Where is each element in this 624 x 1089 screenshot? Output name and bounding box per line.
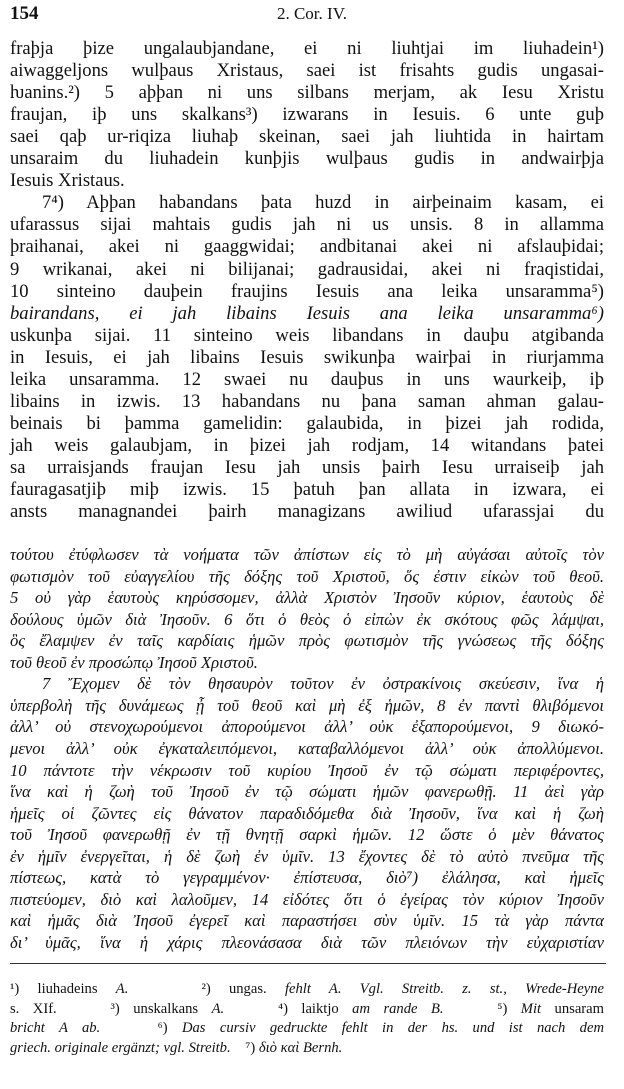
gothic-text-line: fraujan, iþ uns skalkans³) izwarans in Iesuis. 6 unte guþ bbox=[10, 104, 604, 126]
gothic-text-line: fraþja þize ungalaubjandane, ei ni liuhtjai im liuhadein¹) bbox=[10, 38, 604, 59]
footnote-segment: ⁴) laiktjo bbox=[224, 1000, 353, 1017]
gothic-text-line: bairandans, ei jah libains Iesuis ana leika unsaramma⁶) bbox=[10, 302, 604, 324]
footnote-separator bbox=[10, 963, 606, 964]
greek-text-line: δι’ ὑμᾶς, ἵνα ἡ χάρις πλεονάσασα διὰ τῶν πλειόνων τὴν εὐχαριστίαν bbox=[10, 932, 604, 952]
greek-text-line: ὑπερβολὴ τῆς δυνάμεως ᾖ τοῦ θεοῦ καὶ μὴ ἐξ ἡμῶν, 8 ἐν παντὶ θλιβόμενοι bbox=[10, 695, 604, 715]
footnote-line bbox=[10, 1019, 604, 1038]
gothic-text-line: unsaraim du liuhadein kunþjis wulþaus gudis in andwairþja bbox=[10, 148, 604, 170]
greek-text-line: καὶ ἡμᾶς διὰ Ἰησοῦ ἐγερεῖ καὶ παραστήσει σὺν ὑμῖν. 15 τὰ γὰρ πάντα bbox=[10, 911, 604, 931]
greek-text-line: πιστεύομεν, διὸ καὶ λαλοῦμεν, 14 εἰδότες ὅτι ὁ ἐγείρας τὸν κύριον Ἰησοῦν bbox=[10, 889, 604, 909]
footnote-segment: fehlt A. Vgl. Streitb. z. st., Wrede-Heyne bbox=[284, 981, 604, 997]
gothic-text-line: saei qaþ ur-riqiza liuhaþ skeinan, saei jah liuhtida in hairtam bbox=[10, 126, 604, 148]
footnote-segment: ¹) liuhadeins bbox=[10, 981, 116, 997]
footnote-segment: ²) ungas. bbox=[128, 981, 285, 997]
gothic-text-line: ansts managnandei þairh managizans awiliud ufarassjai du bbox=[10, 501, 604, 523]
footnote-segment: ⁵) bbox=[443, 1000, 521, 1017]
footnote-line bbox=[10, 1039, 604, 1058]
greek-text-line: φωτισμὸν τοῦ εὐαγγελίου τῆς δόξης τοῦ Χριστοῦ, ὅς ἐστιν εἰκὼν τοῦ θεοῦ. bbox=[10, 566, 604, 586]
gothic-text-line: 10 sinteino dauþein fraujins Iesuis ana leika unsaramma⁵) bbox=[10, 280, 604, 302]
gothic-text-line: uskunþa sijai. 11 sinteino weis libandans in dauþu atgibanda bbox=[10, 324, 604, 346]
footnote-segment: griech. originale ergänzt; vgl. Streitb. bbox=[10, 1039, 231, 1056]
page-number: 154 bbox=[10, 3, 39, 24]
footnote-segment: ⁷) bbox=[230, 1039, 259, 1056]
footnote-segment: am rande B. bbox=[352, 1000, 444, 1017]
greek-text-line: τοῦ Ἰησοῦ φανερωθῇ ἐν τῇ θνητῇ σαρκὶ ἡμῶν. 12 ὥστε ὁ μὲν θάνατος bbox=[10, 825, 604, 845]
gothic-text-line: jah weis galaubjam, in þizei jah rodjam, 14 witandans þatei bbox=[10, 434, 604, 456]
greek-text-line: πίστεως, κατὰ τὸ γεγραμμένον· ἐπίστευσα, διὸ⁷) ἐλάλησα, καὶ ἡμεῖς bbox=[10, 868, 604, 888]
footnote-segment: Das cursiv gedruckte fehlt in der hs. und ist nach dem bbox=[181, 1020, 604, 1036]
gothic-text-line: in Iesuis, ei jah libains Iesuis swikunþa wairþai in riurjamma bbox=[10, 346, 604, 368]
footnote-segment: ⁶) bbox=[100, 1020, 182, 1036]
gothic-text-line: libains in izwis. 13 habandans nu þana saman ahman galau- bbox=[10, 390, 604, 412]
greek-text-line: μενοι ἀλλ’ οὐκ ἐγκαταλειπόμενοι, καταβαλλόμενοι ἀλλ’ οὐκ ἀπολλύμενοι. bbox=[10, 738, 604, 758]
gothic-text-line: Iesuis Xristaus. bbox=[10, 170, 125, 192]
footnote-segment: s. XIf. ³) unskalkans bbox=[10, 1000, 212, 1017]
running-title: 2. Cor. IV. bbox=[276, 4, 348, 23]
gothic-text-line: aiwaggeljons wulþaus Xristaus, saei ist frisahts gudis ungasai- bbox=[10, 60, 604, 82]
gothic-text-line: fauragasatjiþ miþ izwis. 15 þatuh þan allata in izwara, ei bbox=[10, 479, 604, 500]
gothic-text-line: ufarassus sijai mahtais gudis jah ni us unsis. 8 in allamma bbox=[10, 214, 604, 236]
greek-text-line: ὃς ἔλαμψεν ἐν ταῖς καρδίαις ἡμῶν πρὸς φωτισμὸν τῆς γνώσεως τῆς δόξης bbox=[10, 631, 604, 651]
footnote-line bbox=[10, 980, 604, 999]
footnote-segment: bricht A ab. bbox=[10, 1020, 101, 1036]
greek-text-line: δούλους ὑμῶν διὰ Ἰησοῦν. 6 ὅτι ὁ θεὸς ὁ εἰπὼν ἐκ σκότους φῶς λάμψαι, bbox=[10, 609, 604, 629]
greek-text-line: τούτου ἐτύφλωσεν τὰ νοήματα τῶν ἀπίστων εἰς τὸ μὴ αὐγάσαι αὐτοῖς τὸν bbox=[10, 545, 604, 564]
gothic-text-line: ƕanins.²) 5 aþþan ni uns silbans merjam, ak Iesu Xristu bbox=[10, 82, 604, 104]
greek-text-line: ἀλλ’ οὐ στενοχωρούμενοι ἀπορούμενοι ἀλλ’ οὐκ ἐξαπορούμενοι, 9 διωκό- bbox=[10, 717, 604, 737]
greek-text-line: ἡμεῖς οἱ ζῶντες εἰς θάνατον παραδιδόμεθα διὰ Ἰησοῦν, ἵνα καὶ ἡ ζωὴ bbox=[10, 803, 604, 823]
gothic-text-line: sa urraisjands fraujan Iesu jah unsis þairh Iesu urraiseiþ jah bbox=[10, 456, 604, 478]
greek-text-line: 5 οὐ γὰρ ἑαυτοὺς κηρύσσομεν, ἀλλὰ Χριστὸν Ἰησοῦν κύριον, ἑαυτοὺς δὲ bbox=[10, 588, 604, 608]
greek-text-line: τοῦ θεοῦ ἐν προσώπῳ Ἰησοῦ Χριστοῦ. bbox=[10, 652, 258, 672]
greek-text-line: ἐν ἡμῖν ἐνεργεῖται, ἡ δὲ ζωὴ ἐν ὑμῖν. 13 ἔχοντες δὲ τὸ αὐτὸ πνεῦμα τῆς bbox=[10, 846, 604, 866]
footnote-segment: unsaram bbox=[541, 1000, 604, 1017]
greek-text-line: ἵνα καὶ ἡ ζωὴ τοῦ Ἰησοῦ ἐν τῷ σώματι ἡμῶν φανερωθῇ. 11 ἀεὶ γὰρ bbox=[10, 782, 604, 802]
footnote-segment: A. bbox=[211, 1000, 225, 1017]
footnote-segment: διὸ καὶ Bernh. bbox=[258, 1039, 343, 1056]
gothic-text-line: beinais bi þamma gamelidin: galaubida, in þizei jah rodida, bbox=[10, 412, 604, 434]
gothic-text-line: 9 wrikanai, akei ni bilijanai; gadrausidai, akei ni fraqistidai, bbox=[10, 258, 604, 280]
greek-text-line: 7 Ἔχομεν δὲ τὸν θησαυρὸν τοῦτον ἐν ὀστρακίνοις σκεύεσιν, ἵνα ἡ bbox=[42, 674, 604, 694]
gothic-text-line: leika unsaramma. 12 swaei nu dauþus in uns waurkeiþ, iþ bbox=[10, 368, 604, 390]
gothic-text-line: þraihanai, akei ni gaaggwidai; andbitanai akei ni afslauþidai; bbox=[10, 236, 604, 258]
footnote-line bbox=[10, 1000, 604, 1019]
footnote-segment: A. bbox=[115, 981, 129, 997]
greek-text-line: 10 πάντοτε τὴν νέκρωσιν τοῦ κυρίου Ἰησοῦ ἐν τῷ σώματι περιφέροντες, bbox=[10, 760, 604, 780]
footnote-segment: Mit bbox=[520, 1000, 542, 1017]
gothic-text-line: 7⁴) Aþþan habandans þata huzd in airþeinaim kasam, ei bbox=[42, 192, 604, 214]
